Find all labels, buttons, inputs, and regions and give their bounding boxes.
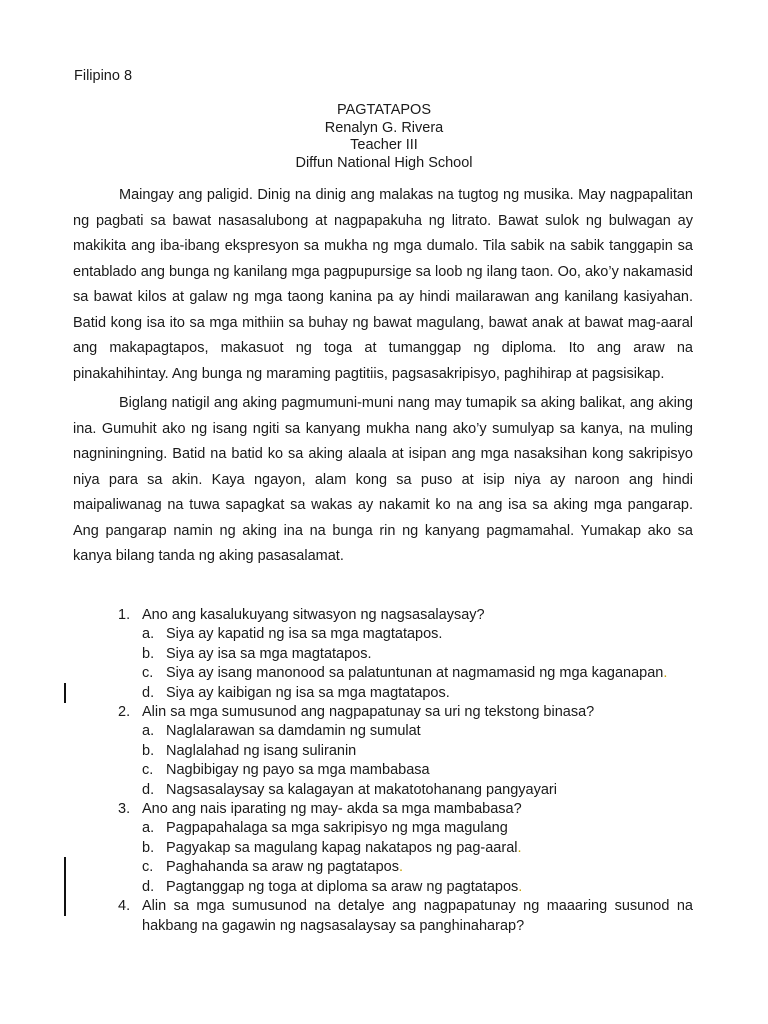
question-text: Alin sa mga sumusunod na detalye ang nagpapatunay ng maaaring susunod na hakbang na gagawin ng nagsasalaysay sa panghinaharap? [142,898,693,934]
choice-letter: b. [142,742,155,759]
school-name: Diffun National High School [295,154,473,171]
choice-text: Pagyakap sa magulang kapag nakatapos ng pag-aaral [166,839,518,856]
choice-letter: c. [142,762,154,779]
story-paragraph-2: Biglang natigil ang aking pagmumuni-muni nang may tumapik sa aking balikat, ang aking ina. Gumuhit ako ng isang ngiti sa kanyang mukha nang ako’y sumulyap sa kanya, na muling nagniningning. Batid na batid ko sa aking alaala at isipan ang mga nasaksihan kong sakripisyo niya para sa akin. Kaya ngayon, alam kong sa puso at isip niya ay naroon ang hindi maipaliwanag na tuwa sapagkat sa wakas ay nakamit ko na ang isa sa aking mga pangarap. Ang pangarap namin ng aking ina na bunga rin ng kanyang pagmamahal. Yumakap ako sa kanya bilang tanda ng aking pasasalamat. [73,395,693,564]
question-number: 1. [118,607,131,623]
choice-letter: c. [142,665,154,682]
choice-text: Nagsasalaysay sa kalagayan at makatotohanang pangyayari [166,781,557,798]
choice-letter: d. [142,878,155,895]
revision-mark: . [517,839,522,856]
question-number: 3. [118,801,131,818]
choice-letter: d. [142,781,155,798]
question-item [118,703,693,800]
revision-bar [64,877,66,897]
choice-item [142,878,693,897]
story-body [73,183,693,570]
choice-text: Siya ay isang manonood sa palatuntunan at nagmamasid ng mga kaganapan [166,665,664,682]
choice-item [142,722,693,741]
choice-letter: a. [142,626,155,643]
revision-mark: . [518,878,523,895]
choice-text: Nagbibigay ng payo sa mga mambabasa [166,762,430,779]
revision-mark: . [399,859,404,876]
choice-letter: d. [142,684,155,701]
subject-label: Filipino 8 [74,68,133,84]
question-item [118,897,693,936]
choice-letter: b. [142,645,155,662]
story-paragraph-1: Maingay ang paligid. Dinig na dinig ang malakas na tugtog ng musika. May nagpapalitan ng pagbati sa bawat nasasalubong at nagpapakuha ng litrato. Bawat sulok ng bulwagan ay makikita ang iba-ibang ekspresyon sa mukha ng mga dumalo. Tila sabik na sabik tanggapin sa entablado ang bunga ng kanilang mga pagpupursige sa loob ng ilang taon. Oo, ako’y nakamasid sa bawat kilos at galaw ng mga taong kanina pa ay hindi mailarawan ang kanilang kasiyahan. Batid kong isa ito sa mga mithiin sa buhay ng bawat magulang, bawat anak at bawat mag-aaral ang makapagtapos, makasuot ng toga at tumanggap ng diploma. Ito ang araw na pinakahihintay. Ang bunga ng maraming pagtitiis, pagsasakripisyo, paghihirap at pagsisikap. [73,187,693,382]
revision-bar [64,683,66,703]
choice-item [142,819,693,838]
revision-bar [64,857,66,877]
question-text: Ano ang nais iparating ng may- akda sa mga mambabasa? [142,801,522,818]
question-item [118,606,693,703]
revision-mark: . [663,665,668,682]
author-name: Renalyn G. Rivera [324,119,444,136]
document-header [0,102,768,172]
choice-item [142,858,693,877]
choice-letter: a. [142,723,155,740]
choice-text: Siya ay isa sa mga magtatapos. [166,645,372,662]
revision-bar [64,896,66,916]
choice-text: Pagtanggap ng toga at diploma sa araw ng pagtatapos [166,878,519,895]
choice-text: Paghahanda sa araw ng pagtatapos [166,859,399,876]
question-item [118,800,693,897]
question-list [118,606,693,936]
author-position: Teacher III [350,137,418,153]
question-number: 2. [118,704,131,721]
choice-text: Siya ay kapatid ng isa sa mga magtatapos. [166,626,443,643]
choice-item [142,839,693,858]
choice-text: Naglalarawan sa damdamin ng sumulat [166,723,421,740]
document-title: PAGTATAPOS [337,102,431,118]
choice-list [142,722,693,800]
choice-text: Naglalahad ng isang suliranin [166,742,357,759]
choice-item [142,761,693,780]
choice-letter: a. [142,820,155,837]
choice-letter: b. [142,839,155,856]
choice-item [142,625,693,644]
choice-list [142,819,693,897]
question-number: 4. [118,898,131,915]
choice-item [142,781,693,800]
choice-text: Siya ay kaibigan ng isa sa mga magtatapos. [166,684,450,701]
choice-list [142,625,693,703]
choice-text: Pagpapahalaga sa mga sakripisyo ng mga magulang [166,820,508,837]
choice-item [142,742,693,761]
choice-item [142,645,693,664]
choice-letter: c. [142,859,154,876]
question-text: Ano ang kasalukuyang sitwasyon ng nagsasalaysay? [142,607,485,623]
choice-item [142,664,693,683]
question-text: Alin sa mga sumusunod ang nagpapatunay sa uri ng tekstong binasa? [142,704,595,721]
choice-item [142,684,693,703]
